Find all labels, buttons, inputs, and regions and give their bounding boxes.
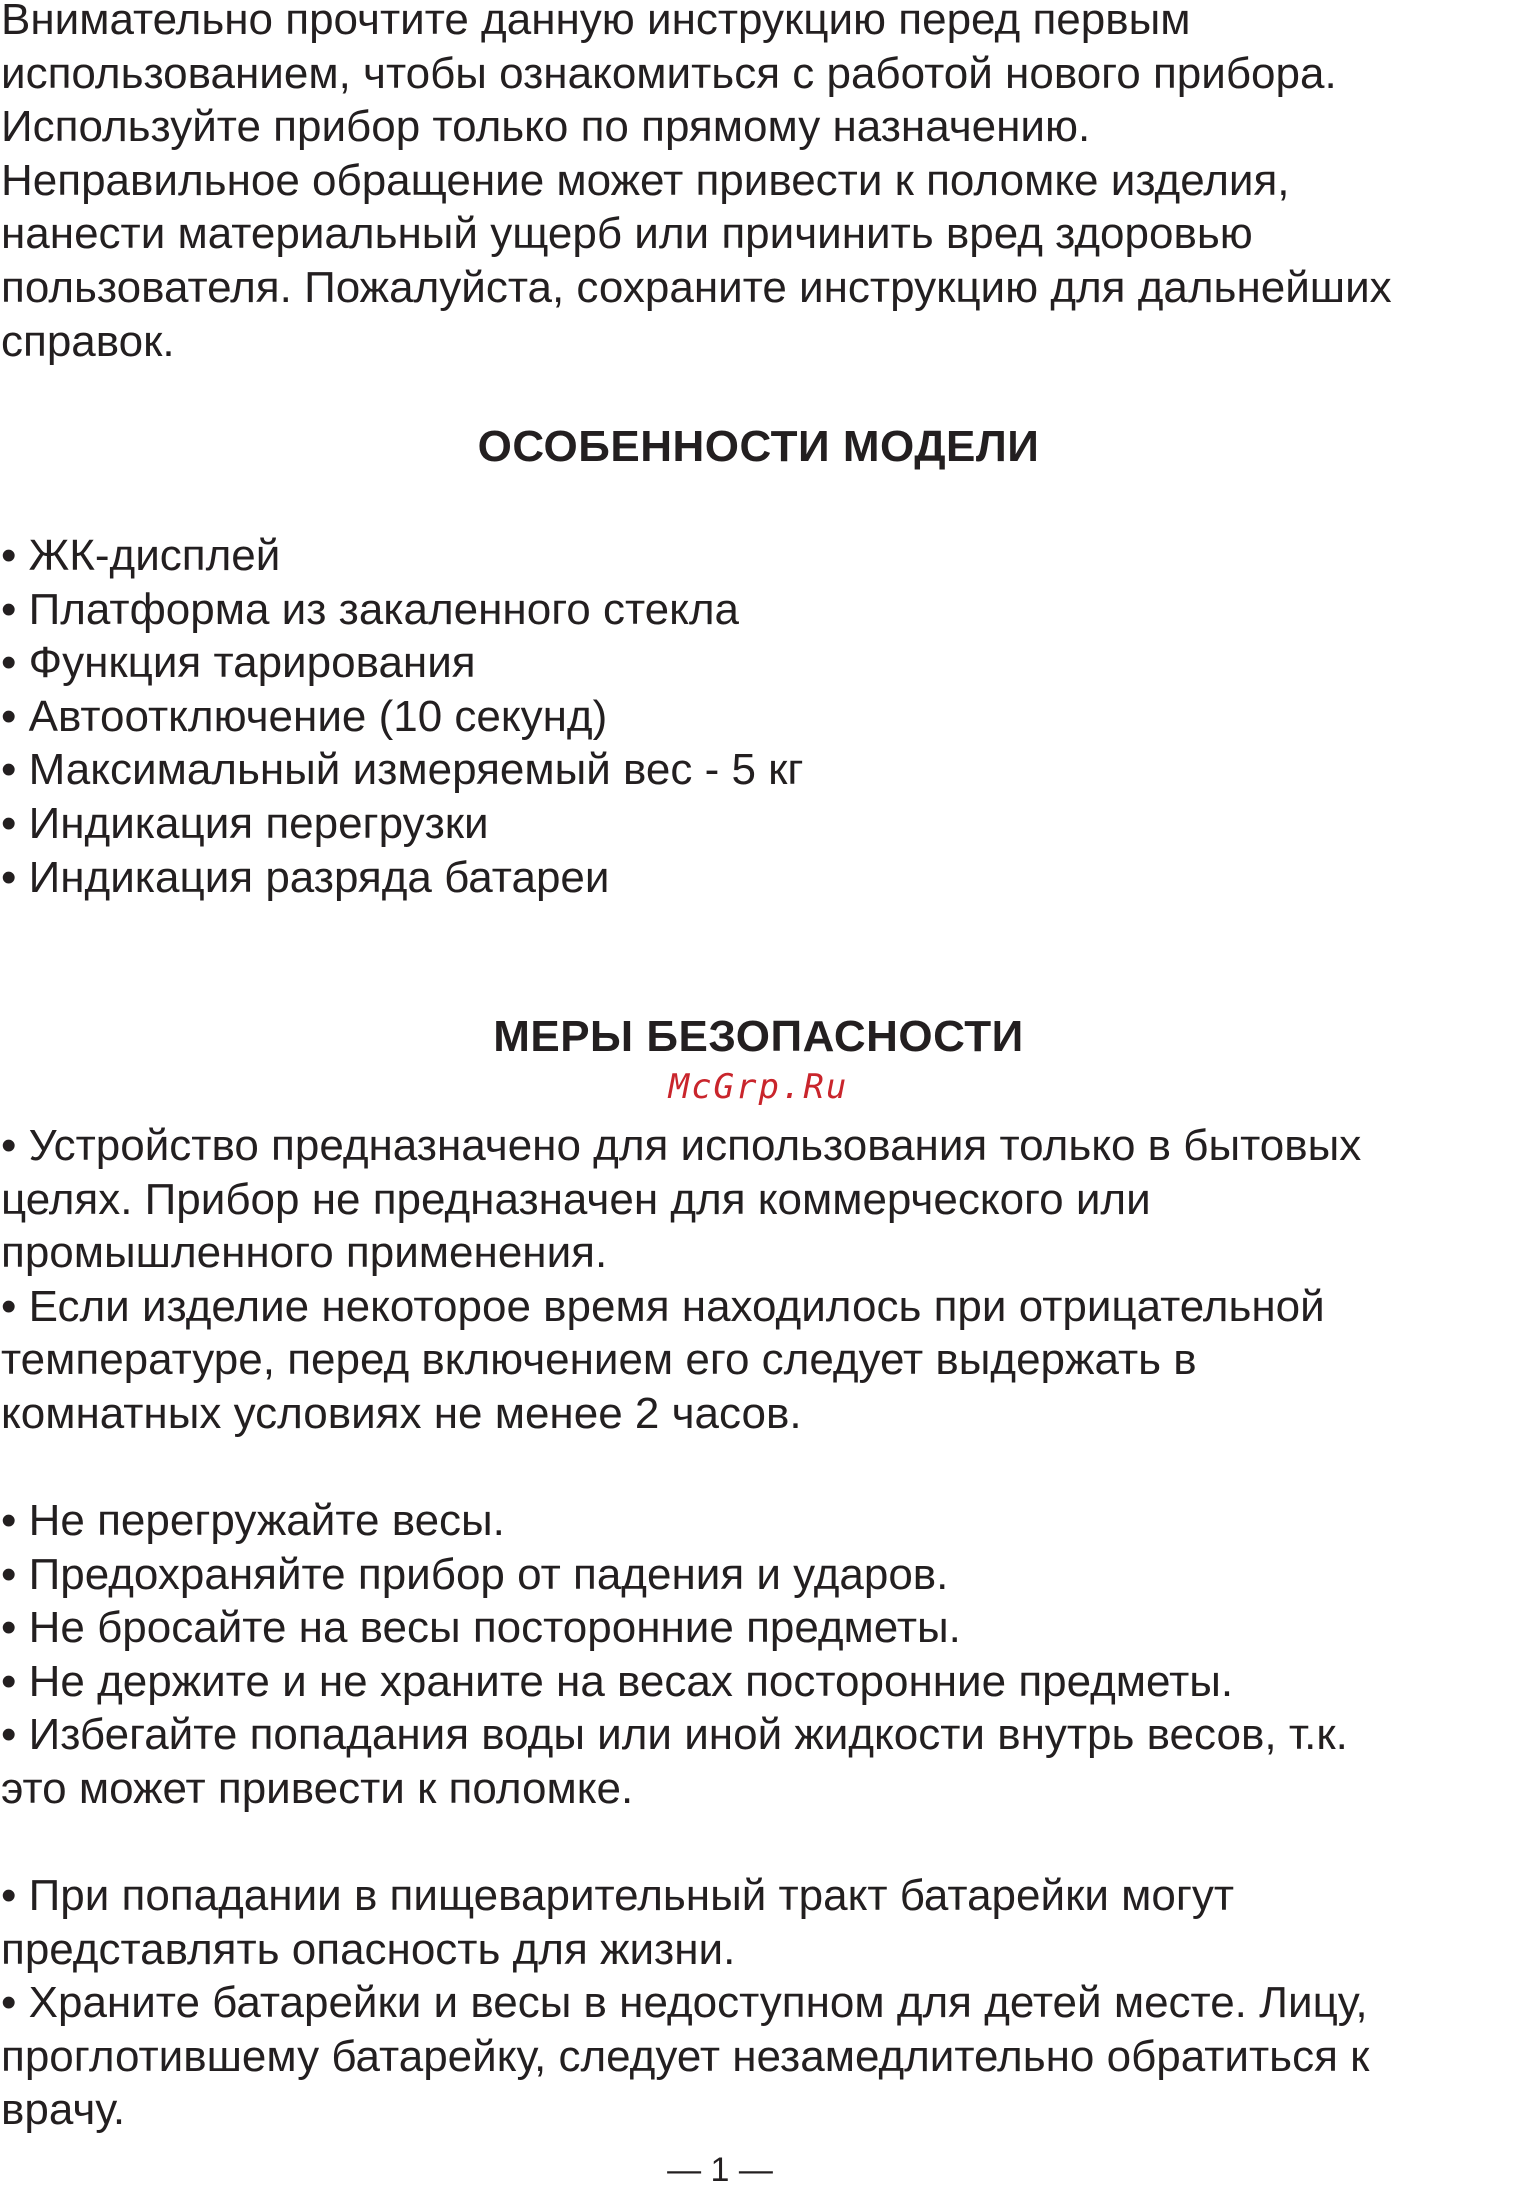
features-list-item: • Индикация перегрузки <box>1 798 489 848</box>
features-list-item: • Автоотключение (10 секунд) <box>1 691 608 741</box>
features-list-item: • Платформа из закаленного стекла <box>1 584 739 634</box>
features-list-item: • Максимальный измеряемый вес - 5 кг <box>1 745 804 795</box>
safety-paragraph-handling: • Не перегружайте весы. • Предохраняйте прибор от падения и ударов. • Не бросайте на весы посторонние предметы. • Не держите и не храните на весах посторонние предметы. • Избегайте попадания воды или иной жидкости внутрь весов, т.к. это может привести к поломке. <box>1 1496 1348 1813</box>
features-list-item: • Функция тарирования <box>1 638 476 688</box>
safety-paragraph-general: • Устройство предназначено для использования только в бытовых целях. Прибор не предназначен для коммерческого или промышленного применения. • Если изделие некоторое время находилось при отрицательной температуре, перед включением его следует выдержать в комнатных условиях не менее 2 часов. <box>1 1121 1362 1438</box>
features-list <box>1 529 1513 904</box>
features-list-item: • Индикация разряда батареи <box>1 852 610 902</box>
watermark-logo: McGrp.Ru <box>668 1067 849 1107</box>
page-number: — 1 — <box>667 2151 773 2189</box>
intro-paragraph: Внимательно прочтите данную инструкцию перед первым использованием, чтобы ознакомиться с работой нового прибора. Используйте прибор только по прямому назначению. Неправильное обращение может привести к поломке изделия, нанести материальный ущерб или причинить вред здоровью пользователя. Пожалуйста, сохраните инструкцию для дальнейших справок. <box>1 0 1392 366</box>
safety-heading: МЕРЫ БЕЗОПАСНОСТИ <box>493 1012 1024 1061</box>
features-list-item: • ЖК-дисплей <box>1 531 281 580</box>
safety-paragraph-batteries: • При попадании в пищеварительный тракт батарейки могут представлять опасность для жизни. • Храните батарейки и весы в недоступном для детей месте. Лицу, проглотившему батарейку, следует незамедлительно обратиться к врачу. <box>1 1871 1370 2135</box>
features-heading: ОСОБЕННОСТИ МОДЕЛИ <box>477 422 1040 471</box>
